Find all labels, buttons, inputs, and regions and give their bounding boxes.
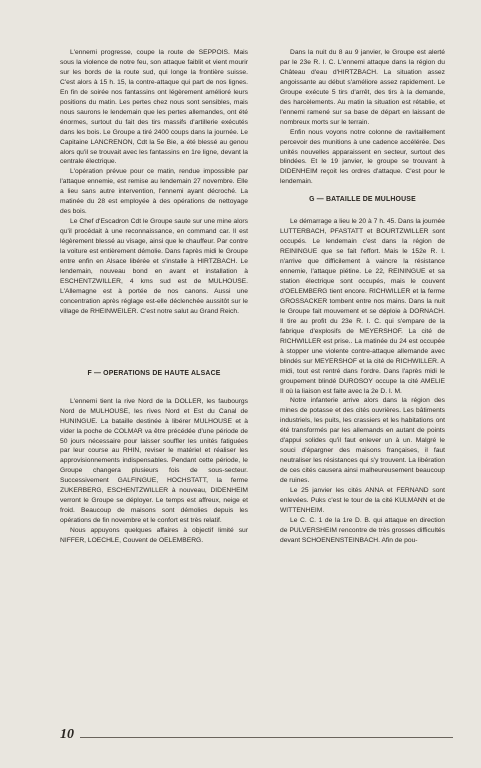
paragraph: Dans la nuit du 8 au 9 janvier, le Groupe est alerté par le 23e R. I. C. L'ennemi attaque dans la région du Château d'eau d'HIRTZBACH. La situation assez angoissante au début s'améliore assez rapidement. Le Groupe exécute 5 tirs d'arrêt, des tirs à la demande, des harcèlements. Au matin la situation est rétablie, et l'ennemi ramené sur sa base de départ en laissant de nombreux morts sur le terrain.	[280, 49, 445, 126]
paragraph: L'ennemi tient la rive Nord de la DOLLER, les faubourgs Nord de MULHOUSE, les rives Nord et Est du Canal de HUNINGUE. La bataille destinée à libérer MULHOUSE et à vider la poche de COLMAR va être précédée d'une période de 50 jours nécessaire pour laisser souffler les unités fatiguées par leur course au RHIN, reviser le matériel et réaliser les approvisionnements indispensables. Pendant cette période, le Groupe changera plusieurs fois de sous-secteur. Successivement GALFINGUE, HOCHSTATT, la ferme ZUKERBERG, ESCHENTZWILLER à nouveau, DIDENHEIM verront le Groupe se déployer. Le temps est affreux, neige et froid. Beaucoup de maisons sont démolies depuis les opérations de fin novembre et le confort est très relatif.	[60, 397, 248, 525]
paragraph: Enfin nous voyons notre colonne de ravitaillement percevoir des munitions à une cadence accélérée. Des unités nouvelles apparaissent en secteur, surtout des blindées. Et le 19 janvier, le groupe se trouvant à DIDENHEIM reçoit les ordres d'attaque. C'est pour le lendemain.	[280, 128, 445, 186]
right-column	[280, 48, 445, 546]
section-heading-g: G — BATAILLE DE MULHOUSE	[309, 196, 416, 204]
paragraph: L'opération prévue pour ce matin, rendue impossible par l'attaque ennemie, est remise au lendemain 27 novembre. Elle a lieu sans autre intervention, l'ennemi ayant décroché. La matinée du 28 est employée à des opérations de nettoyage des bois.	[60, 168, 248, 216]
paragraph: Nous appuyons quelques affaires à objectif limité sur NIFFER, LOECHLE, Couvent de OELEMBERG.	[60, 527, 248, 545]
left-column	[60, 48, 248, 546]
paragraph: Notre infanterie arrive alors dans la région des mines de potasse et des cités ouvrières. Les bâtiments industriels, les puits, les crassiers et les habitations ont été transformés par les allemands en autant de points d'appui solides qu'il faut enlever un à un. Malgré le souci d'épargner des maisons françaises, il faut neutraliser les résistances qui s'y trouvent. La libération de ces cités causera ainsi malheureusement beaucoup de ruines.	[280, 397, 445, 485]
paragraph: Le Chef d'Escadron Cdt le Groupe saute sur une mine alors qu'il procédait à une reconnaissance, en command car. Il est légèrement blessé au visage, ainsi que le chauffeur. Par contre la voiture est entièrement démolie. Dans l'après midi le Groupe entre enfin en Alsace libérée et s'installe à HIRTZBACH. Le lendemain, nouveau bond en avant et installation à ESCHENTZWILLER, 4 kms sud est de MULHOUSE. L'Allemagne est à portée de nos canons. Aussi une concentration après réglage est-elle déclenchée aussitôt sur le village de RHEINWEILER. C'est notre salut au Grand Reich.	[60, 218, 248, 315]
paragraph: Le démarrage a lieu le 20 à 7 h. 45. Dans la journée LUTTERBACH, PFASTATT et BOURTZWILLER sont occupés. Le lendemain c'est dans la région de REININGUE que se fait l'effort. Mais le 152e R. I. n'arrive que difficilement à vaincre la résistance ennemie, l'attaque piétine. Le 22, REININGUE et sa station électrique sont occupés, mais le couvent d'OELEMBERG tient encore. RICHWILLER et la ferme GROSSACKER tombent entre nos mains. Dans la nuit le Groupe fait mouvement et se déploie à DORNACH. Il tire au profit du 23e R. I. C. qui s'empare de la fabrique d'explosifs de MEYERSHOF. La cité de RICHWILLER est prise.. La matinée du 24 est occupée à stopper une violente contre-attaque allemande avec blindés sur MEYERSHOF et la cité de RICHWILLER. A midi, tout est rentré dans l'ordre. Dans l'après midi le groupement blindé DUROSOY occupe la cité AMELIE II où la liaison est faite avec la 2e D. I. M.	[280, 218, 445, 395]
footer-rule	[80, 737, 453, 738]
paragraph: L'ennemi progresse, coupe la route de SEPPOIS. Mais sous la violence de notre feu, son attaque faiblit et vient mourir sur les bords de la route sud, qui longe la frontière suisse. C'est alors à 15 h. 15, la contre-attaque qui part de nos lignes. En fin de soirée nos fantassins ont légèrement amélioré leurs positions du matin. Les pertes chez nous sont sensibles, mais nous saurons le lendemain que les pertes allemandes, ont été énormes, surtout du fait des tirs massifs d'artillerie exécutés dans les bois. Le Groupe a tiré 2400 coups dans la journée. Le Capitaine LANCRENON, Cdt la 5e Bie, a été blessé au genou alors qu'il se trouvait avec les fantassins en 1re ligne, devant la centrale électrique.	[60, 49, 248, 166]
paragraph: Le 25 janvier les cités ANNA et FERNAND sont enlevées. Puks c'est le tour de la cité KULMANN et de WITTENHEIM.	[280, 487, 445, 514]
paragraph: Le C. C. 1 de la 1re D. B. qui attaque en direction de PULVERSHEIM rencontre de très grosses difficultés devant SCHOENENSTEINBACH. Afin de pou-	[280, 516, 445, 544]
page-number: 10	[60, 727, 74, 742]
section-heading-f: F — OPERATIONS DE HAUTE ALSACE	[87, 369, 221, 377]
